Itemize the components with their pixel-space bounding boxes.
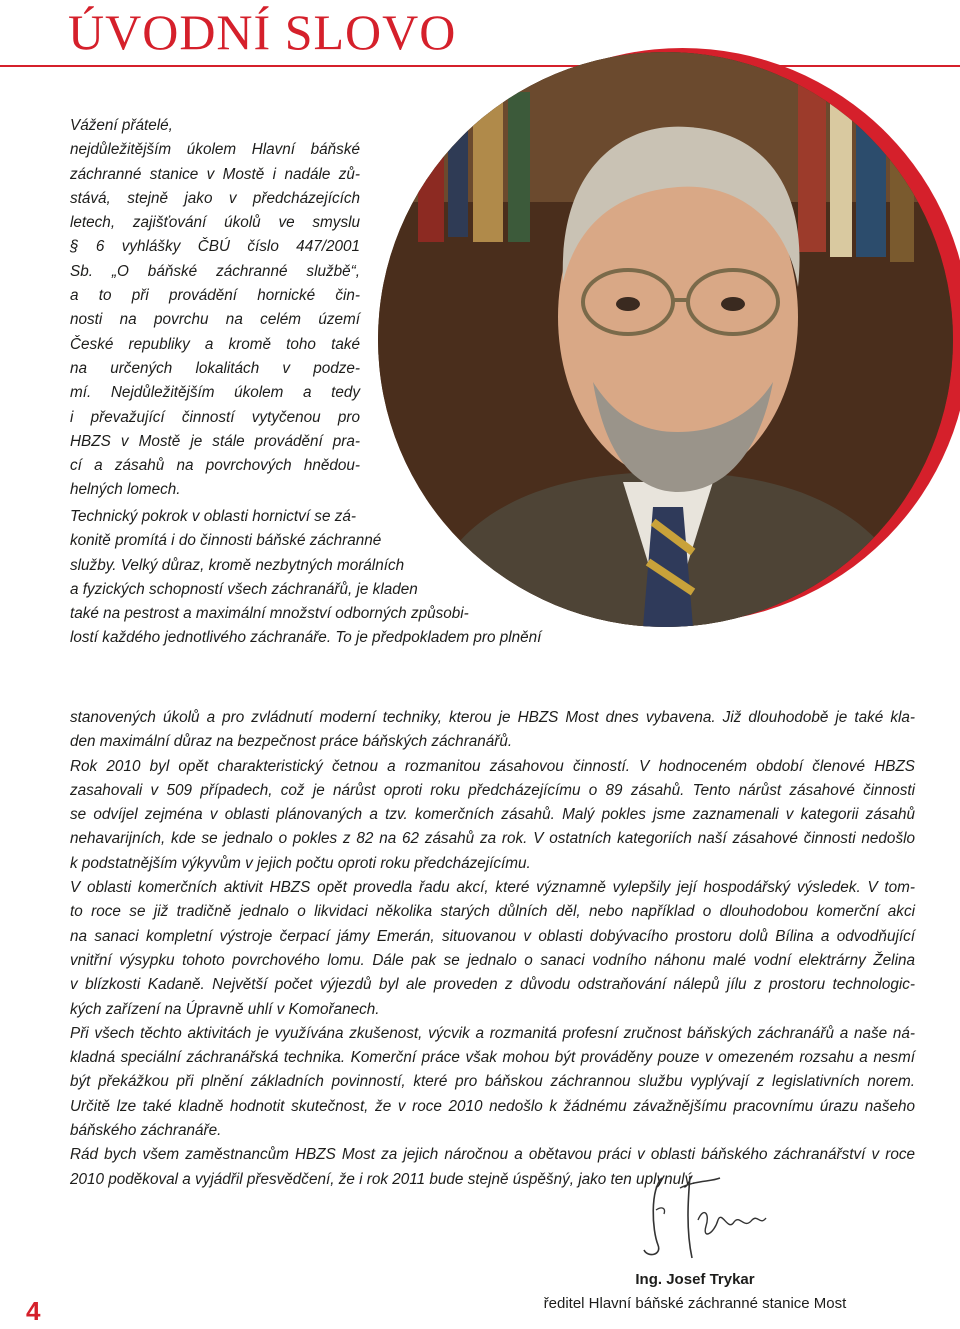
- text-line: Při všech těchto aktivitách je využívána zkušenost, výcvik a rozmanitá profesní zručnost báňských záchranářů a naše ná-: [70, 1024, 915, 1042]
- text-line: také na pestrost a maximální množství odborných způsobi-: [70, 605, 469, 623]
- text-line: se odvíjel zejména v oblasti plánovaných a tzv. komerčních zásahů. Malý pokles jsme zaznamenali v kategorii zásahů: [70, 806, 915, 824]
- text-line: Sb. „O báňské záchranné službě“,: [70, 262, 360, 280]
- text-line: HBZS v Mostě je stále provádění pra-: [70, 432, 360, 450]
- text-line: na určených lokalitách v podze-: [70, 359, 360, 377]
- text-line: v blízkosti Kadaně. Největší počet výjezdů byl ale proveden z důvodu odstraňování nálepů jílu z prostoru technologic-: [70, 976, 915, 994]
- text-line: den maximální důraz na bezpečnost práce báňských záchranářů.: [70, 733, 513, 751]
- middle-paragraph: [70, 505, 570, 651]
- text-line: k podstatnějším výkyvům v jejich počtu oproti roku předcházejícímu.: [70, 854, 531, 872]
- text-line: být překážkou při plnění základních povinností, které pro báňskou záchrannou službu vyplývají z legislativních norem.: [70, 1073, 915, 1091]
- intro-paragraph: [70, 114, 360, 503]
- title-rule: [0, 65, 960, 67]
- text-line: služby. Velký důraz, kromě nezbytných morálních: [70, 556, 405, 574]
- signatory-role: ředitel Hlavní báňské záchranné stanice Most: [543, 1295, 847, 1312]
- text-line: lostí každého jednotlivého záchranáře. To je předpokladem pro plnění: [70, 629, 542, 647]
- text-line: V oblasti komerčních aktivit HBZS opět provedla řadu akcí, které významně vylepšily její hospodářský výsledek. V tom-: [70, 879, 915, 897]
- text-line: báňského záchranáře.: [70, 1122, 222, 1140]
- text-line: Rok 2010 byl opět charakteristický četnou a rozmanitou zásahovou činností. V hodnoceném období členové HBZS: [70, 757, 915, 775]
- text-line: 2010 poděkoval a vyjádřil přesvědčení, že i rok 2011 bude stejně úspěšný, jako ten uplynulý.: [70, 1170, 697, 1188]
- text-line: kých zařízení na Úpravně uhlí v Komořanech.: [70, 1000, 380, 1018]
- text-line: to roce se již tradičně jednalo o likvidaci několika starých důlních děl, nebo například o dlouhodobou komerční akci: [70, 903, 915, 921]
- text-line: nehavarijních, kde se jednalo o pokles z 82 na 62 zásahů za rok. V ostatních kategoriích naší zásahové činnosti nedošlo: [70, 830, 915, 848]
- text-line: nejdůležitějším úkolem Hlavní báňské: [70, 141, 360, 159]
- text-line: Rád bych všem zaměstnancům HBZS Most za jejich náročnou a obětavou práci v oblasti báňského záchranářství v roce: [70, 1146, 915, 1164]
- text-line: cí a zásahů na povrchových hnědou-: [70, 457, 360, 475]
- text-line: a to při provádění hornické čin-: [70, 287, 360, 305]
- text-line: konitě promítá i do činnosti báňské záchranné: [70, 532, 382, 550]
- page-number: 4: [26, 1296, 41, 1326]
- text-line: kladná speciální záchranářská technika. Komerční práce však mohou být prováděny pouze v omezeném rozsahu a nesmí: [70, 1049, 915, 1067]
- text-line: nosti na povrchu na celém území: [70, 311, 360, 329]
- text-line: stává, stejně jako v předcházejících: [70, 189, 360, 207]
- text-line: § 6 vyhlášky ČBÚ číslo 447/2001: [70, 238, 360, 256]
- text-line: záchranné stanice v Mostě i nadále zů-: [70, 165, 360, 183]
- signatory-name: Ing. Josef Trykar: [635, 1271, 755, 1288]
- text-line: helných lomech.: [70, 481, 181, 499]
- text-line: a fyzických schopností všech záchranářů, je kladen: [70, 580, 418, 598]
- text-line: stanovených úkolů a pro zvládnutí moderní techniky, kterou je HBZS Most dnes vybavena. Již dlouhodobě je také kla-: [70, 709, 915, 726]
- text-line: i převažující činností vytyčenou pro: [70, 408, 360, 426]
- page-title: ÚVODNÍ SLOVO: [68, 4, 457, 60]
- text-line: Technický pokrok v oblasti hornictví se zá-: [70, 508, 356, 525]
- signature-image: [640, 1170, 770, 1265]
- body-text: [70, 706, 915, 1192]
- text-line: Určitě lze také kladně hodnotit skutečnost, že v roce 2010 nedošlo k žádnému závažnějšímu pracovnímu úrazu našeho: [70, 1097, 915, 1115]
- text-line: mí. Nejdůležitějším úkolem a tedy: [70, 384, 360, 402]
- text-line: zasahovali v 509 případech, což je nárůst oproti roku předcházejícímu o 89 zásahů. Tento nárůst zásahové činnosti: [70, 781, 915, 799]
- text-line: vnitřní výsypku tohoto povrchového lomu. Dále pak se jednalo o sanaci vodního náhonu malé vodní elektrárny Želina: [70, 951, 915, 969]
- text-line: České republiky a kromě toho také: [70, 335, 360, 353]
- text-line: letech, zajišťování úkolů ve smyslu: [70, 214, 360, 232]
- text-line: Vážení přátelé,: [70, 117, 173, 134]
- text-line: na sanaci kompletní výstroje čerpací jámy Emerán, situovanou v oblasti dobývacího prostoru dolů Bílina a odvodňující: [70, 927, 915, 945]
